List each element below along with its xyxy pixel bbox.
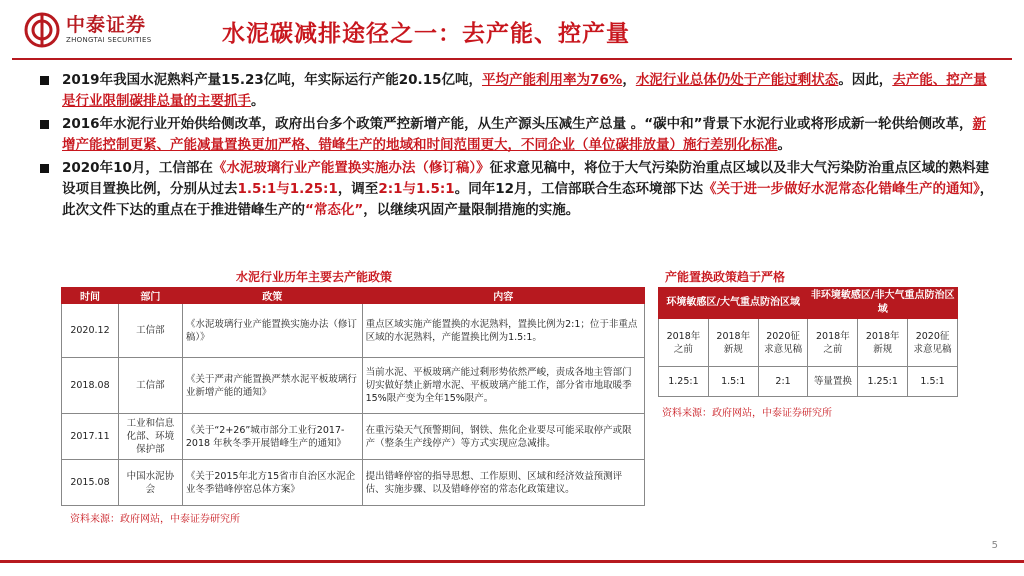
bullet-text-run: 2016年水泥行业开始供给侧改革，政府出台多个政策严控新增产能，从生产源头压减生产总量 。“碳中和”背景下水泥行业或将形成新一轮供给侧改革， [62, 116, 973, 132]
group-header: 环境敏感区/大气重点防治区域 [659, 288, 808, 319]
table-cell: 提出错峰停窑的指导思想、工作原则、区域和经济效益预测评估、实施步骤、以及错峰停窑的常态化政策建议。 [362, 460, 644, 506]
table-cell: 中国水泥协会 [118, 460, 182, 506]
table-cell: 2018.08 [62, 358, 119, 414]
bullet-text-run: ，此次文件下达的重点在于推进错峰生产的 [62, 181, 994, 218]
table-row [659, 367, 958, 397]
table-cell: 2020征求意见稿 [908, 319, 958, 367]
table-cell: 2015.08 [62, 460, 119, 506]
table-cell: 《关于2015年北方15省市自治区水泥企业冬季错峰停窑总体方案》 [182, 460, 362, 506]
table-cell: 重点区域实施产能置换的水泥熟料，置换比例为2:1；位于非重点区域的水泥熟料，产能置换比例为1.5:1。 [362, 304, 644, 358]
bullet-text-run: ， [622, 72, 636, 88]
table-cell: 2018年之前 [659, 319, 709, 367]
bullet-text-run: “常态化” [305, 202, 364, 218]
bullet-text-run: 新增产能控制更紧、产能减量置换更加严格、错峰生产的地域和时间范围更大，不同企业（单位碳排放量）施行差别化标准 [62, 116, 987, 153]
bullet-text-run: 。 [251, 93, 265, 109]
bullet-item [40, 70, 995, 112]
replacement-table-caption: 产能置换政策趋于严格 [665, 270, 786, 284]
column-header: 政策 [182, 288, 362, 304]
replacement-table-source: 资料来源：政府网站，中泰证券研究所 [662, 408, 832, 419]
table-cell: 1.25:1 [858, 367, 908, 397]
bullet-text-run: 。因此， [838, 72, 893, 88]
table-cell: 2018年之前 [808, 319, 858, 367]
logo-english-name: ZHONGTAI SECURITIES [66, 36, 152, 44]
table-cell: 工业和信息化部、环境保护部 [118, 414, 182, 460]
bullet-text-run: 。 [777, 137, 791, 153]
bullet-text-run: 平均产能利用率为76% [481, 72, 623, 88]
table-cell: 《关于严肃产能置换严禁水泥平板玻璃行业新增产能的通知》 [182, 358, 362, 414]
bullet-text-run: 水泥行业总体仍处于产能过剩状态 [635, 72, 839, 88]
bullet-text-run: 2019年我国水泥熟料产量15.23亿吨，年实际运行产能20.15亿吨， [62, 72, 482, 88]
bullet-text-run: 《水泥玻璃行业产能置换实施办法（修订稿）》 [212, 160, 490, 176]
table-row [62, 304, 645, 358]
table-row [659, 319, 958, 367]
table-cell: 1.5:1 [908, 367, 958, 397]
table-cell: 《关于“2+26”城市部分工业行2017-2018 年秋冬季开展错峰生产的通知》 [182, 414, 362, 460]
bullet-text-run: 2:1与1.5:1 [378, 181, 455, 197]
policy-table-caption: 水泥行业历年主要去产能政策 [236, 270, 393, 284]
company-logo [24, 10, 194, 50]
table-cell: 1.25:1 [659, 367, 709, 397]
column-header: 部门 [118, 288, 182, 304]
bullet-item [40, 158, 995, 221]
column-header: 时间 [62, 288, 119, 304]
replacement-table [658, 287, 958, 397]
table-cell: 工信部 [118, 304, 182, 358]
policy-table-source: 资料来源：政府网站，中泰证券研究所 [70, 514, 240, 525]
bullet-list [40, 70, 995, 223]
table-cell: 当前水泥、平板玻璃产能过剩形势依然严峻，责成各地主管部门切实做好禁止新增水泥、平板玻璃产能工作，部分省市地取暖季15%限产变为全年15%限产。 [362, 358, 644, 414]
bullet-text-run: 2020年10月，工信部在 [62, 160, 213, 176]
bullet-text-run: 去产能、控产量是行业限制碳排总量的主要抓手 [62, 72, 987, 109]
footer-divider [0, 560, 1024, 563]
bullet-square-icon [40, 120, 49, 129]
table-cell: 2017.11 [62, 414, 119, 460]
bullet-text-run: ，调至 [337, 181, 379, 197]
bullet-square-icon [40, 76, 49, 85]
table-cell: 2018年新规 [708, 319, 758, 367]
table-row [62, 358, 645, 414]
bullet-text-run: 征求意见稿中，将位于大气污染防治重点区域以及非大气污染防治重点区域的熟料建设项目置换比例，分别从过去 [62, 160, 990, 197]
table-row [62, 414, 645, 460]
bullet-text-run: 1.5:1与1.25:1 [237, 181, 338, 197]
table-cell: 2020征求意见稿 [758, 319, 808, 367]
bullet-square-icon [40, 164, 49, 173]
bullet-text-run: 。同年12月，工信部联合生态环境部下达 [454, 181, 704, 197]
table-cell: 2018年新规 [858, 319, 908, 367]
policy-table [61, 287, 645, 506]
table-cell: 在重污染天气预警期间，钢铁、焦化企业要尽可能采取停产或限产（整条生产线停产）等方式实现应急减排。 [362, 414, 644, 460]
bullet-text-run: ，以继续巩固产量限制措施的实施。 [363, 202, 580, 218]
header-divider [12, 58, 1012, 60]
logo-chinese-name: 中泰证券 [66, 14, 147, 36]
table-cell: 《水泥玻璃行业产能置换实施办法（修订稿）》 [182, 304, 362, 358]
bullet-item [40, 114, 995, 156]
bullet-text-run: 《关于进一步做好水泥常态化错峰生产的通知》 [703, 181, 980, 197]
table-cell: 工信部 [118, 358, 182, 414]
table-row [62, 460, 645, 506]
column-header: 内容 [362, 288, 644, 304]
zhongtai-logo-icon [24, 12, 60, 48]
page-number: 5 [991, 540, 998, 551]
table-cell: 等量置换 [808, 367, 858, 397]
table-cell: 2:1 [758, 367, 808, 397]
table-cell: 2020.12 [62, 304, 119, 358]
page-title: 水泥碳减排途径之一：去产能、控产量 [222, 20, 630, 47]
group-header: 非环境敏感区/非大气重点防治区域 [808, 288, 958, 319]
table-cell: 1.5:1 [708, 367, 758, 397]
